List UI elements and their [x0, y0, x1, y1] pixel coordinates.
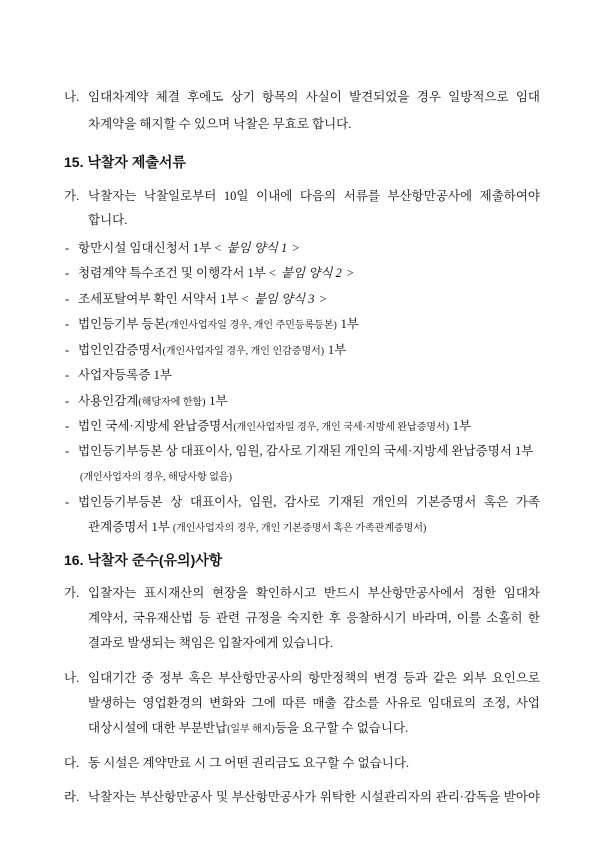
- clause-text-line: 임대기간 중 정부 혹은 부산항만공사의 항만정책의 변경 등과 같은 외부 요인으로: [88, 671, 540, 685]
- clause-marker: 가.: [64, 189, 80, 203]
- document-quantity: 1부: [327, 343, 347, 357]
- list-bullet: -: [65, 266, 70, 280]
- list-bullet: -: [65, 444, 70, 458]
- clause-marker: 라.: [64, 790, 80, 804]
- clause-text-line: 결과로 발생되는 책임은 입찰자에게 있습니다.: [88, 636, 334, 650]
- clause-text-line: 동 시설은 계약만료 시 그 어떤 권리금도 요구할 수 없습니다.: [88, 756, 410, 770]
- document-list-item: [65, 290, 540, 308]
- clause-text-line: 낙찰자는 낙찰일로부터 10일 이내에 다음의 서류를 부산항만공사에 제출하여야: [88, 189, 540, 203]
- document-name: 법인인감증명서: [78, 343, 163, 357]
- list-bullet: -: [65, 419, 70, 433]
- document-list-item: [65, 366, 540, 384]
- document-continuation-line: [88, 518, 540, 536]
- clause-text-line: [88, 719, 540, 737]
- document-name: 법인 국세·지방세 완납증명서: [78, 419, 234, 433]
- document-list-item: [65, 392, 540, 410]
- list-bullet: -: [65, 368, 70, 382]
- document-note-line: [80, 467, 540, 485]
- clause-text-line: 계약서, 국유재산법 등 관련 규정을 숙지한 후 응찰하시기 바라며, 이를 소홀히 한: [88, 611, 540, 625]
- list-bullet: -: [65, 495, 70, 509]
- document-note: (개인사업자의 경우, 해당사항 없음): [80, 472, 232, 483]
- attachment-form-ref: 붙임 양식 1: [226, 241, 288, 255]
- bracket-close: >: [319, 292, 327, 306]
- bracket-close: >: [292, 241, 300, 255]
- document-list-item: [65, 442, 540, 460]
- document-name: 법인등기부 등본: [78, 317, 166, 331]
- clause-text-line: 차계약을 해지할 수 있으며 낙찰은 무효로 합니다.: [88, 117, 352, 131]
- clause-text: 등을 요구할 수 없습니다.: [274, 721, 409, 735]
- document-note: (해당자에 한함): [138, 397, 206, 408]
- clause-marker: 나.: [64, 90, 80, 104]
- document-name: 청렴계약 특수조건 및 이행각서 1부 <: [78, 266, 276, 280]
- document-note: (개인사업자일 경우, 개인 주민등록등본): [165, 320, 337, 331]
- attachment-form-ref: 붙임 양식 3: [253, 292, 315, 306]
- document-quantity: 1부: [209, 394, 228, 408]
- attachment-form-ref: 붙임 양식 2: [280, 266, 342, 280]
- clause-text-line: 임대차계약 체결 후에도 상기 항목의 사실이 발견되었을 경우 일방적으로 임대: [88, 90, 540, 104]
- document-list-item: [65, 493, 540, 511]
- list-bullet: -: [65, 394, 70, 408]
- clause-marker: 나.: [64, 671, 80, 685]
- clause-marker: 가.: [64, 586, 80, 600]
- document-quantity: 1부: [452, 419, 472, 433]
- clause-text-line: 입찰자는 표시재산의 현장을 확인하시고 반드시 부산항만공사에서 정한 임대차: [88, 586, 540, 600]
- document-name: 사업자등록증 1부: [78, 368, 172, 382]
- section-15-heading: 15. 낙찰자 제출서류: [64, 154, 186, 170]
- clause-text-line: 낙찰자는 부산항만공사 및 부산항만공사가 위탁한 시설관리자의 관리·감독을 받아야: [88, 790, 540, 804]
- document-note: (개인사업자의 경우, 개인 기본증명서 혹은 가족관계증명서): [172, 523, 427, 534]
- document-list-item: [65, 417, 540, 435]
- document-name: 법인등기부등본 상 대표이사, 임원, 감사로 기재된 개인의 국세·지방세 완납증명서 1부: [78, 444, 534, 458]
- document-name: 법인등기부등본 상 대표이사, 임원, 감사로 기재된 개인의 기본증명서 혹은 가족: [78, 495, 540, 509]
- list-bullet: -: [65, 292, 70, 306]
- list-bullet: -: [65, 241, 70, 255]
- document-list-item: [65, 315, 540, 333]
- section-16-heading: 16. 낙찰자 준수(유의)사항: [64, 552, 223, 568]
- document-note: (개인사업자일 경우, 개인 국세·지방세 완납증명서): [233, 422, 450, 433]
- clause-text-line: 합니다.: [88, 213, 128, 227]
- document-list-item: [65, 239, 540, 257]
- document-list-item: [65, 264, 540, 282]
- document-quantity: 1부: [340, 317, 359, 331]
- document-name: 사용인감계: [78, 394, 139, 408]
- clause-note: (일부 해지): [227, 724, 275, 735]
- document-list-item: [65, 341, 540, 359]
- bracket-close: >: [346, 266, 354, 280]
- document-name: 조세포탈여부 확인 서약서 1부 <: [78, 292, 249, 306]
- clause-text: 대상시설에 대한 부분반납: [88, 721, 228, 735]
- document-name: 관계증명서 1부: [88, 520, 170, 534]
- list-bullet: -: [65, 317, 70, 331]
- document-note: (개인사업자일 경우, 개인 인감증명서): [162, 346, 325, 357]
- document-name: 항만시설 임대신청서 1부 <: [78, 241, 222, 255]
- clause-marker: 다.: [64, 756, 80, 770]
- list-bullet: -: [65, 343, 70, 357]
- clause-text-line: 발생하는 영업환경의 변화와 그에 따른 매출 감소를 사유로 임대료의 조정, 사업: [88, 696, 540, 710]
